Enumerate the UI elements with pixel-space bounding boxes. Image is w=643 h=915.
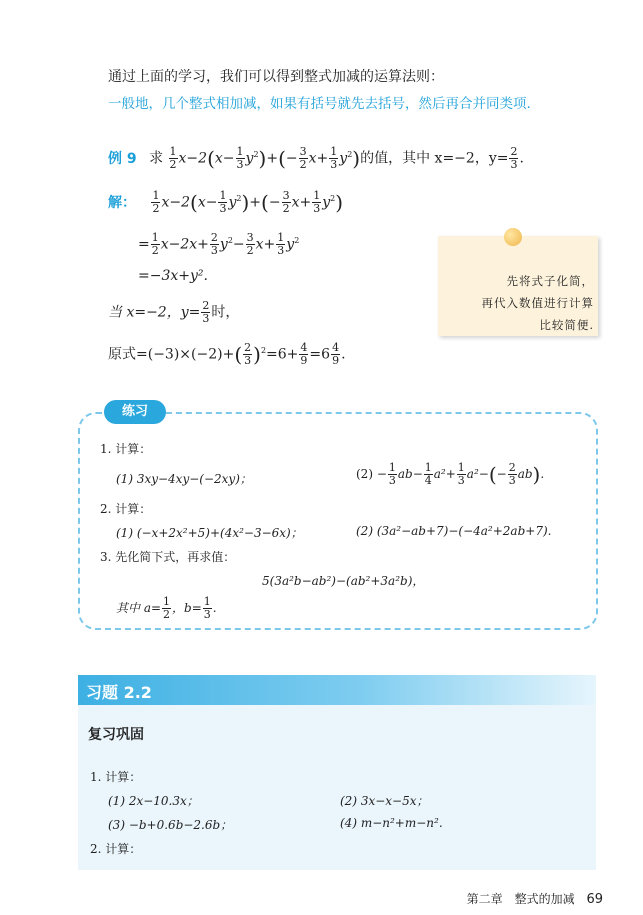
exercise-a2: (2) 3x−x−5x；	[340, 794, 429, 808]
exercise-a1: (1) 2x−10.3x；	[108, 794, 199, 808]
practice-q2: 2. 计算：	[100, 502, 152, 516]
practice-q3: 3. 先化简下式，再求值：	[100, 550, 236, 564]
practice-q1: 1. 计算：	[100, 442, 152, 456]
practice-q2b: (2) (3a²−ab+7)−(−4a²+2ab+7).	[356, 524, 552, 538]
chapter-title: 第二章 整式的加减	[466, 892, 575, 906]
page-number: 69	[586, 892, 603, 907]
fraction: $\frac{1}{2}$	[169, 145, 177, 171]
example-9: 例 9 求 $\frac{1}{2}$ x−2(x− $\frac{1}{3}$ $y^2)+(-$ $\frac{3}{2}$ x+ $\frac{1}{3}$ $y^2$)的值，其中 x=−2，y= $\frac{2}{3}$ .	[108, 145, 524, 171]
solution-line-2: = $\frac{1}{2}$ x−2x+ $\frac{2}{3}$ $y^2-$ $\frac{3}{2}$ x+ $\frac{1}{3}$ $y^2$	[138, 231, 300, 257]
solution-label: 解：	[108, 194, 136, 211]
fraction: $\frac{1}{3}$	[330, 145, 338, 171]
fraction: $\frac{3}{2}$	[299, 145, 307, 171]
solution-line-5: 原式=(−3)×(−2)+( $\frac{2}{3}$ )$^2$=6+ $\frac{4}{9}$ =6 $\frac{4}{9}$ .	[108, 341, 346, 367]
practice-tag: 练习	[104, 400, 166, 424]
intro-text: 通过上面的学习，我们可以得到整式加减的运算法则：	[108, 69, 444, 85]
exercise-q1: 1. 计算：	[90, 770, 142, 784]
exercise-title: 习题 2.2	[86, 683, 152, 702]
pin-icon	[504, 228, 522, 246]
sticky-note	[438, 236, 598, 336]
exercise-a4: (4) m−n²+m−n².	[340, 816, 443, 830]
solution-line-3: =−3x+y².	[138, 268, 208, 284]
fraction: $\frac{2}{3}$	[510, 145, 518, 171]
practice-q3-expr: 5(3a²b−ab²)−(ab²+3a²b)，	[262, 574, 425, 588]
exercise-header	[78, 675, 596, 705]
section-title: 复习巩固	[88, 727, 144, 743]
page-footer	[467, 890, 603, 907]
solution-line-1: 解： $\frac{1}{2}$ x−2(x− $\frac{1}{3}$ $y^2)+(-$ $\frac{3}{2}$ x+ $\frac{1}{3}$ $y^2$)	[108, 189, 344, 215]
solution-line-4: 当 x=−2，y= $\frac{2}{3}$ 时，	[108, 299, 240, 325]
exercise-a3: (3) −b+0.6b−2.6b；	[108, 818, 233, 832]
practice-q1a: (1) 3xy−4xy−(−2xy)；	[116, 472, 252, 486]
fraction: $\frac{1}{3}$	[236, 145, 244, 171]
example-label: 例 9	[108, 150, 137, 167]
note-text: 先将式子化简， 再代入数值进行计算 比较简便.	[481, 274, 594, 332]
exercise-q2: 2. 计算：	[90, 842, 142, 856]
practice-q3-where: 其中 a= $\frac{1}{2}$ ，b= $\frac{1}{3}$ .	[116, 595, 217, 621]
rule-text: 一般地，几个整式相加减，如果有括号就先去括号，然后再合并同类项.	[108, 96, 531, 112]
practice-q2a: (1) (−x+2x²+5)+(4x²−3−6x)；	[116, 526, 303, 540]
practice-q1b: (2) − $\frac{1}{3}$ ab− $\frac{1}{4}$ a²+ $\frac{1}{3}$ a²−(− $\frac{2}{3}$ ab).	[356, 461, 545, 487]
